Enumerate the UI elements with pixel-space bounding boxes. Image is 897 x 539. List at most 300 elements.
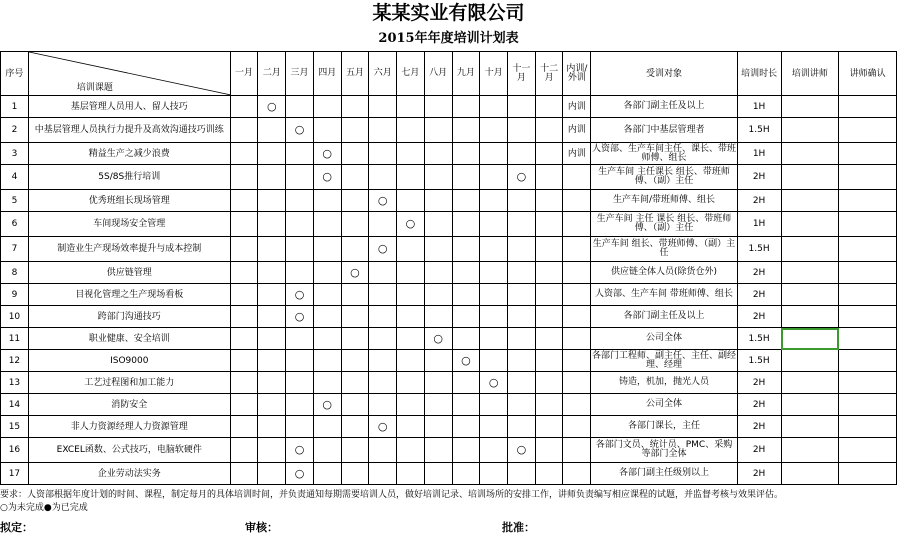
month-cell-7[interactable] (397, 328, 425, 350)
row-target: 供应链全体人员(除货仓外) (591, 262, 737, 284)
month-cell-4[interactable] (313, 416, 341, 438)
month-cell-5[interactable] (341, 394, 369, 416)
month-cell-10[interactable] (480, 96, 508, 118)
month-cell-3[interactable] (286, 350, 314, 372)
row-inout: 内训 (563, 118, 591, 143)
month-cell-10[interactable] (480, 262, 508, 284)
month-cell-6[interactable] (369, 416, 397, 438)
month-cell-10[interactable] (480, 143, 508, 165)
month-cell-2[interactable] (258, 438, 286, 463)
month-cell-2[interactable] (258, 143, 286, 165)
month-cell-1[interactable] (230, 237, 258, 262)
row-trainer[interactable] (781, 350, 839, 372)
month-cell-8[interactable] (424, 96, 452, 118)
month-cell-12[interactable] (535, 237, 563, 262)
month-cell-3[interactable] (286, 118, 314, 143)
month-cell-3[interactable] (286, 372, 314, 394)
row-target: 各部门副主任及以上 (591, 306, 737, 328)
month-cell-9[interactable] (452, 118, 480, 143)
row-duration: 1.5H (737, 118, 781, 143)
month-cell-1[interactable] (230, 416, 258, 438)
month-cell-11[interactable] (508, 328, 536, 350)
pending-marker-icon: ○ (377, 242, 388, 255)
row-trainer[interactable] (781, 328, 839, 350)
row-confirm[interactable] (839, 372, 897, 394)
month-cell-5[interactable] (341, 350, 369, 372)
month-cell-12[interactable] (535, 438, 563, 463)
month-cell-11[interactable] (508, 463, 536, 485)
month-cell-10[interactable] (480, 328, 508, 350)
row-seq: 9 (1, 284, 29, 306)
row-course: 工艺过程图和加工能力 (28, 372, 230, 394)
row-confirm[interactable] (839, 143, 897, 165)
row-seq: 3 (1, 143, 29, 165)
month-cell-9[interactable] (452, 328, 480, 350)
header-trainer: 培训讲师 (781, 52, 839, 96)
month-cell-1[interactable] (230, 372, 258, 394)
month-cell-10[interactable] (480, 165, 508, 190)
row-course: 车间现场安全管理 (28, 212, 230, 237)
month-cell-2[interactable] (258, 350, 286, 372)
pending-marker-icon: ○ (322, 146, 333, 160)
month-cell-9[interactable] (452, 350, 480, 372)
month-cell-5[interactable] (341, 118, 369, 143)
row-course: 目视化管理之生产现场看板 (28, 284, 230, 306)
month-cell-3[interactable] (286, 306, 314, 328)
month-cell-12[interactable] (535, 328, 563, 350)
header-month-4: 四月 (313, 52, 341, 96)
month-cell-8[interactable] (424, 416, 452, 438)
month-cell-3[interactable] (286, 416, 314, 438)
month-cell-12[interactable] (535, 284, 563, 306)
month-cell-12[interactable] (535, 143, 563, 165)
month-cell-6[interactable] (369, 262, 397, 284)
row-inout (563, 190, 591, 212)
month-cell-8[interactable] (424, 328, 452, 350)
month-cell-4[interactable] (313, 372, 341, 394)
month-cell-10[interactable] (480, 190, 508, 212)
month-cell-2[interactable] (258, 372, 286, 394)
month-cell-5[interactable] (341, 237, 369, 262)
month-cell-10[interactable] (480, 416, 508, 438)
row-seq: 6 (1, 212, 29, 237)
row-inout (563, 306, 591, 328)
row-trainer[interactable] (781, 372, 839, 394)
month-cell-2[interactable] (258, 190, 286, 212)
month-cell-4[interactable] (313, 306, 341, 328)
month-cell-9[interactable] (452, 237, 480, 262)
month-cell-11[interactable] (508, 165, 536, 190)
month-cell-10[interactable] (480, 212, 508, 237)
month-cell-12[interactable] (535, 96, 563, 118)
month-cell-8[interactable] (424, 190, 452, 212)
month-cell-4[interactable] (313, 212, 341, 237)
month-cell-8[interactable] (424, 463, 452, 485)
drafter-label: 拟定： (0, 521, 33, 534)
month-cell-6[interactable] (369, 328, 397, 350)
row-course: 基层管理人员用人、留人技巧 (28, 96, 230, 118)
month-cell-4[interactable] (313, 190, 341, 212)
row-trainer[interactable] (781, 143, 839, 165)
month-cell-8[interactable] (424, 306, 452, 328)
month-cell-6[interactable] (369, 190, 397, 212)
table-row (1, 394, 897, 416)
status-legend: ○为未完成●为已完成 (0, 503, 88, 513)
row-target: 公司全体 (591, 394, 737, 416)
row-trainer[interactable] (781, 237, 839, 262)
month-cell-11[interactable] (508, 262, 536, 284)
month-cell-3[interactable] (286, 212, 314, 237)
row-confirm[interactable] (839, 328, 897, 350)
row-inout (563, 394, 591, 416)
row-confirm[interactable] (839, 438, 897, 463)
month-cell-5[interactable] (341, 96, 369, 118)
month-cell-10[interactable] (480, 394, 508, 416)
row-seq: 2 (1, 118, 29, 143)
row-duration: 2H (737, 463, 781, 485)
row-confirm[interactable] (839, 212, 897, 237)
row-confirm[interactable] (839, 262, 897, 284)
month-cell-11[interactable] (508, 350, 536, 372)
month-cell-2[interactable] (258, 284, 286, 306)
diagonal-line (29, 52, 230, 95)
month-cell-12[interactable] (535, 394, 563, 416)
month-cell-11[interactable] (508, 394, 536, 416)
month-cell-9[interactable] (452, 463, 480, 485)
row-target: 各部门副主任及以上 (591, 96, 737, 118)
month-cell-4[interactable] (313, 165, 341, 190)
row-inout (563, 438, 591, 463)
month-cell-7[interactable] (397, 463, 425, 485)
header-inout: 内训/外训 (563, 52, 591, 96)
row-confirm[interactable] (839, 165, 897, 190)
header-row (1, 52, 897, 96)
month-cell-9[interactable] (452, 306, 480, 328)
month-cell-12[interactable] (535, 118, 563, 143)
month-cell-4[interactable] (313, 262, 341, 284)
row-duration: 2H (737, 438, 781, 463)
month-cell-11[interactable] (508, 306, 536, 328)
row-trainer[interactable] (781, 165, 839, 190)
table-row (1, 328, 897, 350)
month-cell-3[interactable] (286, 143, 314, 165)
row-course: 优秀班组长现场管理 (28, 190, 230, 212)
row-course: 跨部门沟通技巧 (28, 306, 230, 328)
month-cell-2[interactable] (258, 118, 286, 143)
month-cell-7[interactable] (397, 372, 425, 394)
month-cell-1[interactable] (230, 165, 258, 190)
table-row (1, 306, 897, 328)
table-row (1, 262, 897, 284)
row-inout (563, 328, 591, 350)
month-cell-11[interactable] (508, 372, 536, 394)
month-cell-11[interactable] (508, 96, 536, 118)
month-cell-11[interactable] (508, 284, 536, 306)
month-cell-7[interactable] (397, 165, 425, 190)
month-cell-6[interactable] (369, 96, 397, 118)
month-cell-3[interactable] (286, 328, 314, 350)
month-cell-3[interactable] (286, 463, 314, 485)
month-cell-3[interactable] (286, 438, 314, 463)
month-cell-7[interactable] (397, 118, 425, 143)
month-cell-11[interactable] (508, 237, 536, 262)
month-cell-6[interactable] (369, 212, 397, 237)
month-cell-7[interactable] (397, 143, 425, 165)
month-cell-6[interactable] (369, 165, 397, 190)
row-confirm[interactable] (839, 118, 897, 143)
row-seq: 14 (1, 394, 29, 416)
table-row (1, 372, 897, 394)
month-cell-7[interactable] (397, 416, 425, 438)
month-cell-9[interactable] (452, 212, 480, 237)
month-cell-8[interactable] (424, 237, 452, 262)
month-cell-1[interactable] (230, 350, 258, 372)
month-cell-2[interactable] (258, 212, 286, 237)
month-cell-3[interactable] (286, 284, 314, 306)
row-trainer[interactable] (781, 463, 839, 485)
month-cell-8[interactable] (424, 284, 452, 306)
month-cell-2[interactable] (258, 416, 286, 438)
row-target: 各部门工程师、副主任、主任、副经理、经理 (591, 350, 736, 370)
month-cell-7[interactable] (397, 284, 425, 306)
month-cell-1[interactable] (230, 190, 258, 212)
month-cell-5[interactable] (341, 306, 369, 328)
month-cell-1[interactable] (230, 284, 258, 306)
row-confirm[interactable] (839, 416, 897, 438)
month-cell-10[interactable] (480, 350, 508, 372)
month-cell-5[interactable] (341, 190, 369, 212)
month-cell-8[interactable] (424, 143, 452, 165)
month-cell-11[interactable] (508, 212, 536, 237)
row-inout: 内训 (563, 96, 591, 118)
month-cell-4[interactable] (313, 328, 341, 350)
month-cell-2[interactable] (258, 237, 286, 262)
month-cell-5[interactable] (341, 328, 369, 350)
month-cell-4[interactable] (313, 350, 341, 372)
row-trainer[interactable] (781, 306, 839, 328)
row-seq: 16 (1, 438, 29, 463)
row-confirm[interactable] (839, 463, 897, 485)
month-cell-10[interactable] (480, 438, 508, 463)
table-row (1, 463, 897, 485)
month-cell-3[interactable] (286, 394, 314, 416)
month-cell-6[interactable] (369, 143, 397, 165)
month-cell-9[interactable] (452, 190, 480, 212)
month-cell-2[interactable] (258, 306, 286, 328)
month-cell-8[interactable] (424, 212, 452, 237)
table-row (1, 212, 897, 237)
month-cell-5[interactable] (341, 165, 369, 190)
month-cell-12[interactable] (535, 463, 563, 485)
month-cell-11[interactable] (508, 438, 536, 463)
month-cell-8[interactable] (424, 262, 452, 284)
month-cell-1[interactable] (230, 96, 258, 118)
month-cell-10[interactable] (480, 237, 508, 262)
row-confirm[interactable] (839, 306, 897, 328)
month-cell-7[interactable] (397, 306, 425, 328)
row-trainer[interactable] (781, 262, 839, 284)
row-trainer[interactable] (781, 118, 839, 143)
row-confirm[interactable] (839, 237, 897, 262)
month-cell-12[interactable] (535, 212, 563, 237)
month-cell-6[interactable] (369, 284, 397, 306)
month-cell-8[interactable] (424, 372, 452, 394)
month-cell-7[interactable] (397, 212, 425, 237)
row-trainer[interactable] (781, 438, 839, 463)
row-inout: 内训 (563, 143, 591, 165)
pending-marker-icon: ○ (377, 193, 388, 207)
month-cell-1[interactable] (230, 463, 258, 485)
row-course: ISO9000 (28, 350, 230, 372)
month-cell-7[interactable] (397, 96, 425, 118)
month-cell-7[interactable] (397, 438, 425, 463)
month-cell-10[interactable] (480, 306, 508, 328)
month-cell-11[interactable] (508, 190, 536, 212)
month-cell-2[interactable] (258, 262, 286, 284)
month-cell-1[interactable] (230, 118, 258, 143)
month-cell-4[interactable] (313, 394, 341, 416)
month-cell-3[interactable] (286, 237, 314, 262)
month-cell-12[interactable] (535, 306, 563, 328)
month-cell-9[interactable] (452, 438, 480, 463)
month-cell-6[interactable] (369, 237, 397, 262)
month-cell-9[interactable] (452, 284, 480, 306)
month-cell-12[interactable] (535, 350, 563, 372)
row-target: 人资部、生产车间 带班师傅、组长 (591, 284, 737, 306)
month-cell-1[interactable] (230, 262, 258, 284)
month-cell-6[interactable] (369, 438, 397, 463)
month-cell-8[interactable] (424, 394, 452, 416)
month-cell-1[interactable] (230, 438, 258, 463)
month-cell-11[interactable] (508, 118, 536, 143)
header-confirm: 讲师确认 (839, 52, 897, 96)
month-cell-9[interactable] (452, 394, 480, 416)
month-cell-5[interactable] (341, 416, 369, 438)
month-cell-12[interactable] (535, 372, 563, 394)
month-cell-6[interactable] (369, 306, 397, 328)
month-cell-1[interactable] (230, 328, 258, 350)
row-trainer[interactable] (781, 284, 839, 306)
month-cell-6[interactable] (369, 372, 397, 394)
pending-marker-icon: ○ (322, 170, 333, 183)
month-cell-10[interactable] (480, 284, 508, 306)
month-cell-4[interactable] (313, 143, 341, 165)
row-confirm[interactable] (839, 350, 897, 372)
month-cell-11[interactable] (508, 416, 536, 438)
month-cell-1[interactable] (230, 143, 258, 165)
month-cell-6[interactable] (369, 394, 397, 416)
month-cell-11[interactable] (508, 143, 536, 165)
month-cell-12[interactable] (535, 165, 563, 190)
month-cell-8[interactable] (424, 350, 452, 372)
month-cell-10[interactable] (480, 118, 508, 143)
month-cell-1[interactable] (230, 212, 258, 237)
month-cell-4[interactable] (313, 118, 341, 143)
month-cell-2[interactable] (258, 165, 286, 190)
row-confirm[interactable] (839, 394, 897, 416)
month-cell-12[interactable] (535, 262, 563, 284)
month-cell-4[interactable] (313, 237, 341, 262)
row-confirm[interactable] (839, 96, 897, 118)
row-seq: 10 (1, 306, 29, 328)
pending-marker-icon: ○ (350, 265, 360, 279)
month-cell-7[interactable] (397, 394, 425, 416)
month-cell-7[interactable] (397, 190, 425, 212)
month-cell-5[interactable] (341, 262, 369, 284)
row-trainer[interactable] (781, 212, 839, 237)
month-cell-4[interactable] (313, 463, 341, 485)
month-cell-6[interactable] (369, 118, 397, 143)
month-cell-7[interactable] (397, 237, 425, 262)
month-cell-9[interactable] (452, 143, 480, 165)
month-cell-2[interactable] (258, 394, 286, 416)
month-cell-8[interactable] (424, 118, 452, 143)
month-cell-3[interactable] (286, 96, 314, 118)
month-cell-10[interactable] (480, 463, 508, 485)
month-cell-5[interactable] (341, 143, 369, 165)
row-target: 生产车间/带班师傅、组长 (591, 190, 737, 212)
row-trainer[interactable] (781, 394, 839, 416)
month-cell-3[interactable] (286, 262, 314, 284)
month-cell-4[interactable] (313, 284, 341, 306)
row-seq: 1 (1, 96, 29, 118)
header-month-2: 二月 (258, 52, 286, 96)
row-confirm[interactable] (839, 284, 897, 306)
row-inout (563, 284, 591, 306)
row-course: EXCEL函数、公式技巧，电脑软硬件 (28, 438, 230, 463)
table-row (1, 438, 897, 463)
month-cell-3[interactable] (286, 190, 314, 212)
month-cell-2[interactable] (258, 96, 286, 118)
month-cell-5[interactable] (341, 463, 369, 485)
month-cell-8[interactable] (424, 438, 452, 463)
table-row (1, 96, 897, 118)
row-trainer[interactable] (781, 416, 839, 438)
month-cell-5[interactable] (341, 438, 369, 463)
month-cell-1[interactable] (230, 306, 258, 328)
month-cell-9[interactable] (452, 96, 480, 118)
month-cell-8[interactable] (424, 165, 452, 190)
month-cell-7[interactable] (397, 350, 425, 372)
header-duration: 培训时长 (737, 52, 781, 96)
month-cell-4[interactable] (313, 438, 341, 463)
month-cell-5[interactable] (341, 372, 369, 394)
month-cell-5[interactable] (341, 212, 369, 237)
month-cell-7[interactable] (397, 262, 425, 284)
month-cell-1[interactable] (230, 394, 258, 416)
month-cell-3[interactable] (286, 165, 314, 190)
month-cell-2[interactable] (258, 328, 286, 350)
month-cell-6[interactable] (369, 350, 397, 372)
row-trainer[interactable] (781, 190, 839, 212)
month-cell-12[interactable] (535, 416, 563, 438)
row-confirm[interactable] (839, 190, 897, 212)
month-cell-6[interactable] (369, 463, 397, 485)
pending-marker-icon: ○ (377, 419, 388, 433)
month-cell-10[interactable] (480, 372, 508, 394)
row-duration: 1H (737, 96, 781, 118)
month-cell-4[interactable] (313, 96, 341, 118)
month-cell-12[interactable] (535, 190, 563, 212)
month-cell-9[interactable] (452, 372, 480, 394)
month-cell-5[interactable] (341, 284, 369, 306)
row-trainer[interactable] (781, 96, 839, 118)
month-cell-9[interactable] (452, 165, 480, 190)
month-cell-2[interactable] (258, 463, 286, 485)
month-cell-9[interactable] (452, 262, 480, 284)
header-month-8: 八月 (424, 52, 452, 96)
month-cell-9[interactable] (452, 416, 480, 438)
